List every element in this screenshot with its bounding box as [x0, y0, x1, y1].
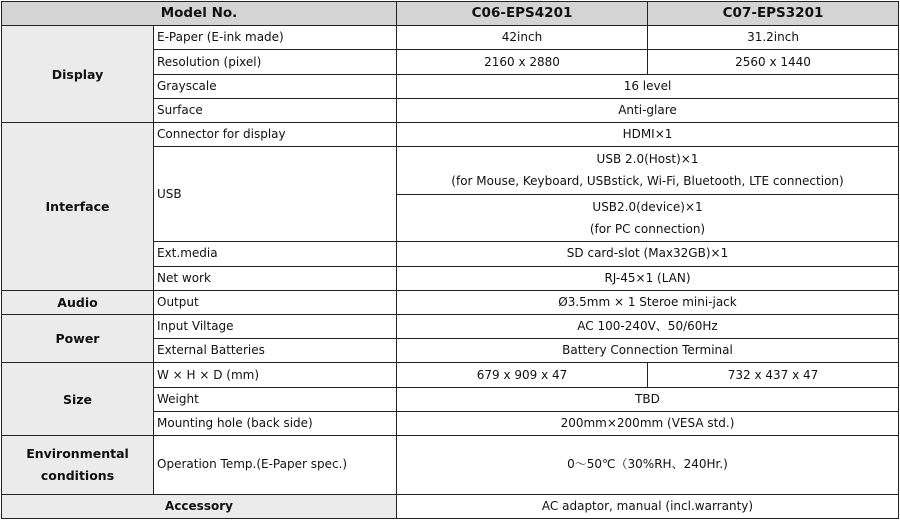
- table-row: [2, 494, 899, 518]
- input-voltage-label: Input Viltage: [154, 315, 397, 339]
- extmedia-label: Ext.media: [154, 242, 397, 266]
- environment-line2: conditions: [40, 468, 115, 484]
- usb-host-usage: (for Mouse, Keyboard, USBstick, Wi-Fi, Bluetooth, LTE connection): [451, 174, 844, 189]
- category-size: Size: [2, 363, 154, 436]
- category-environment: [2, 436, 154, 495]
- resolution-value-b: 2560 x 1440: [648, 50, 899, 74]
- usb-host-value: [397, 147, 899, 194]
- environment-line1: Environmental: [26, 446, 129, 462]
- model-a-header: C06-EPS4201: [397, 2, 648, 26]
- resolution-label: Resolution (pixel): [154, 50, 397, 74]
- weight-value: TBD: [397, 387, 899, 411]
- category-power: Power: [2, 315, 154, 363]
- table-row: [2, 26, 899, 50]
- table-row: [2, 290, 899, 314]
- batteries-label: External Batteries: [154, 339, 397, 363]
- usb-device-value: [397, 194, 899, 241]
- mounting-label: Mounting hole (back side): [154, 411, 397, 435]
- dimensions-value-b: 732 x 437 x 47: [648, 363, 899, 387]
- model-b-header: C07-EPS3201: [648, 2, 899, 26]
- accessory-value: AC adaptor, manual (incl.warranty): [397, 494, 899, 518]
- mounting-value: 200mm×200mm (VESA std.): [397, 411, 899, 435]
- connector-value: HDMI×1: [397, 123, 899, 147]
- connector-label: Connector for display: [154, 123, 397, 147]
- epaper-value-a: 42inch: [397, 26, 648, 50]
- batteries-value: Battery Connection Terminal: [397, 339, 899, 363]
- surface-label: Surface: [154, 98, 397, 122]
- header-row: [2, 2, 899, 26]
- output-value: Ø3.5mm × 1 Steroe mini-jack: [397, 290, 899, 314]
- category-display: Display: [2, 26, 154, 123]
- network-label: Net work: [154, 266, 397, 290]
- dimensions-value-a: 679 x 909 x 47: [397, 363, 648, 387]
- category-interface: Interface: [2, 123, 154, 291]
- spec-table: [1, 1, 899, 519]
- usb-device-usage: (for PC connection): [589, 221, 706, 236]
- temp-label: Operation Temp.(E-Paper spec.): [154, 436, 397, 495]
- category-audio: Audio: [2, 290, 154, 314]
- table-row: [2, 315, 899, 339]
- accessory-label: Accessory: [2, 494, 397, 518]
- resolution-value-a: 2160 x 2880: [397, 50, 648, 74]
- surface-value: Anti-glare: [397, 98, 899, 122]
- input-voltage-value: AC 100-240V、50/60Hz: [397, 315, 899, 339]
- weight-label: Weight: [154, 387, 397, 411]
- usb-host-line: USB 2.0(Host)×1: [596, 152, 699, 167]
- dimensions-label: W × H × D (mm): [154, 363, 397, 387]
- output-label: Output: [154, 290, 397, 314]
- network-value: RJ-45×1 (LAN): [397, 266, 899, 290]
- extmedia-value: SD card-slot (Max32GB)×1: [397, 242, 899, 266]
- grayscale-value: 16 level: [397, 74, 899, 98]
- model-no-header: Model No.: [2, 2, 397, 26]
- table-row: [2, 363, 899, 387]
- temp-value: 0～50℃（30%RH、240Hr.): [397, 436, 899, 495]
- epaper-value-b: 31.2inch: [648, 26, 899, 50]
- table-row: [2, 436, 899, 495]
- table-row: [2, 123, 899, 147]
- grayscale-label: Grayscale: [154, 74, 397, 98]
- usb-device-line: USB2.0(device)×1: [592, 199, 703, 214]
- usb-label: USB: [154, 147, 397, 242]
- epaper-label: E-Paper (E-ink made): [154, 26, 397, 50]
